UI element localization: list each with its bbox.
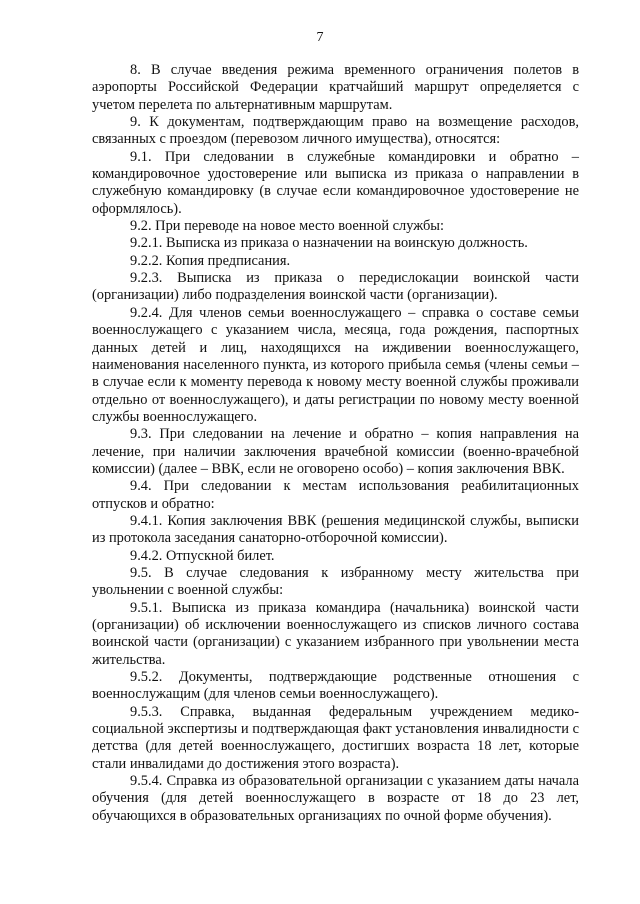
paragraph-9-2: 9.2. При переводе на новое место военной службы: (130, 218, 444, 235)
paragraph-9-4-2: 9.4.2. Отпускной билет. (130, 547, 275, 564)
paragraph-9: 9. К документам, подтверждающим право на возмещение расходов, связанных с проездом (перевозом личного имущества), относятся: (92, 114, 579, 148)
paragraph-9-5-3: 9.5.3. Справка, выданная федеральным учреждением медико-социальной экспертизы и подтверждающая факт установления инвалидности с детства (для детей военнослужащего, достигших возраста 18 лет, которые стали инвалидами до достижения этого возраста). (92, 703, 579, 772)
paragraph-9-2-2: 9.2.2. Копия предписания. (130, 252, 291, 269)
paragraph-9-4: 9.4. При следовании к местам использования реабилитационных отпусков и обратно: (92, 478, 579, 512)
paragraph-9-5-4: 9.5.4. Справка из образовательной организации с указанием даты начала обучения (для детей военнослужащего в возрасте от 18 до 23 лет, обучающихся в образовательных организациях по очной форме обучения). (92, 773, 579, 824)
paragraph-9-5: 9.5. В случае следования к избранному месту жительства при увольнении с военной службы: (92, 564, 579, 599)
document-body (92, 62, 579, 825)
paragraph-9-2-3: 9.2.3. Выписка из приказа о передислокации воинской части (организации) либо подразделения воинской части (организации). (92, 270, 579, 304)
paragraph-9-2-1: 9.2.1. Выписка из приказа о назначении на воинскую должность. (130, 235, 528, 252)
paragraph-8: 8. В случае введения режима временного ограничения полетов в аэропорты Российской Федерации кратчайший маршрут определяется с учетом перелета по альтернативным маршрутам. (92, 62, 579, 113)
paragraph-9-5-1: 9.5.1. Выписка из приказа командира (начальника) воинской части (организации) об исключении военнослужащего из списков личного состава воинской части (организации) с указанием избранного при увольнении места жительства. (92, 599, 579, 668)
page-number: 7 (316, 30, 324, 45)
paragraph-9-2-4: 9.2.4. Для членов семьи военнослужащего – справка о составе семьи военнослужащего с указанием числа, месяца, года рождения, паспортных данных детей и лиц, находящихся на иждивении военнослужащего, наименования населенного пункта, из которого прибыла семья (члены семьи – в случае если к моменту перевода к новому месту военной службы проживали отдельно от военнослужащего), и даты регистрации по новому месту военной службы военнослужащего. (92, 304, 579, 425)
paragraph-9-4-1: 9.4.1. Копия заключения ВВК (решения медицинской службы, выписки из протокола заседания санаторно-отборочной комиссии). (92, 512, 579, 547)
paragraph-9-1: 9.1. При следовании в служебные командировки и обратно – командировочное удостоверение или выписка из приказа о направлении в служебную командировку (в случае если командировочное удостоверение не оформлялось). (92, 148, 579, 217)
paragraph-9-5-2: 9.5.2. Документы, подтверждающие родственные отношения с военнослужащим (для членов семьи военнослужащего). (92, 669, 579, 703)
paragraph-9-3: 9.3. При следовании на лечение и обратно – копия направления на лечение, при наличии заключения врачебной комиссии (военно-врачебной комиссии) (далее – ВВК, если не оговорено особо) – копия заключения ВВК. (92, 426, 579, 477)
